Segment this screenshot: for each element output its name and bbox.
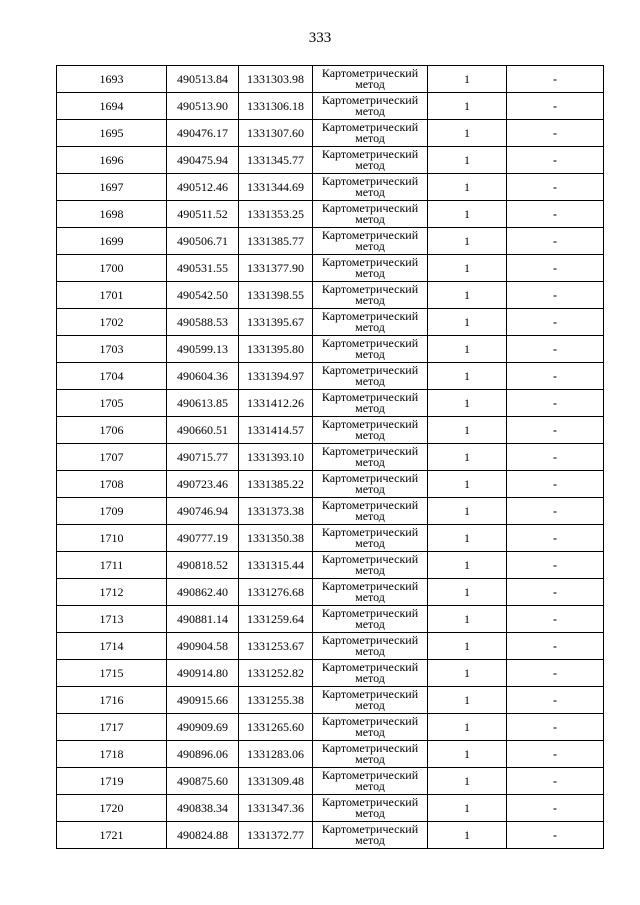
method-cell (313, 606, 428, 633)
table-row (57, 228, 604, 255)
point-number-cell: 1716 (57, 687, 167, 714)
method-line-2: метод (355, 349, 385, 360)
point-number-cell: 1706 (57, 417, 167, 444)
method-line-2: метод (355, 214, 385, 225)
note-cell: - (507, 336, 604, 363)
table-row (57, 255, 604, 282)
table-row (57, 174, 604, 201)
point-number-cell: 1701 (57, 282, 167, 309)
value-cell: 1 (428, 795, 507, 822)
method-line-1: Картометрический (321, 822, 419, 836)
method-line-1: Картометрический (321, 201, 419, 215)
method-line-1: Картометрический (321, 552, 419, 566)
x-coordinate-cell: 490896.06 (167, 741, 239, 768)
note-cell: - (507, 633, 604, 660)
note-cell: - (507, 795, 604, 822)
value-cell: 1 (428, 309, 507, 336)
point-number-cell: 1710 (57, 525, 167, 552)
x-coordinate-cell: 490513.90 (167, 93, 239, 120)
value-cell: 1 (428, 255, 507, 282)
point-number-cell: 1705 (57, 390, 167, 417)
table-row (57, 768, 604, 795)
x-coordinate-cell: 490824.88 (167, 822, 239, 849)
method-line-2: метод (355, 187, 385, 198)
method-line-1: Картометрический (321, 93, 419, 107)
value-cell: 1 (428, 228, 507, 255)
method-cell (313, 768, 428, 795)
method-line-2: метод (355, 133, 385, 144)
method-line-1: Картометрический (321, 363, 419, 377)
method-line-2: метод (355, 754, 385, 765)
x-coordinate-cell: 490838.34 (167, 795, 239, 822)
point-number-cell: 1720 (57, 795, 167, 822)
point-number-cell: 1694 (57, 93, 167, 120)
point-number-cell: 1696 (57, 147, 167, 174)
method-cell (313, 255, 428, 282)
point-number-cell: 1702 (57, 309, 167, 336)
table-row (57, 66, 604, 93)
method-line-2: метод (355, 484, 385, 495)
x-coordinate-cell: 490915.66 (167, 687, 239, 714)
point-number-cell: 1693 (57, 66, 167, 93)
method-cell (313, 687, 428, 714)
method-line-1: Картометрический (321, 174, 419, 188)
note-cell: - (507, 309, 604, 336)
value-cell: 1 (428, 417, 507, 444)
note-cell: - (507, 660, 604, 687)
x-coordinate-cell: 490588.53 (167, 309, 239, 336)
method-cell (313, 282, 428, 309)
y-coordinate-cell: 1331252.82 (239, 660, 313, 687)
y-coordinate-cell: 1331395.80 (239, 336, 313, 363)
table-row (57, 93, 604, 120)
method-line-2: метод (355, 457, 385, 468)
method-line-2: метод (355, 781, 385, 792)
method-line-1: Картометрический (321, 147, 419, 161)
x-coordinate-cell: 490914.80 (167, 660, 239, 687)
point-number-cell: 1700 (57, 255, 167, 282)
y-coordinate-cell: 1331259.64 (239, 606, 313, 633)
point-number-cell: 1717 (57, 714, 167, 741)
y-coordinate-cell: 1331353.25 (239, 201, 313, 228)
method-cell (313, 579, 428, 606)
method-line-2: метод (355, 646, 385, 657)
note-cell: - (507, 525, 604, 552)
y-coordinate-cell: 1331377.90 (239, 255, 313, 282)
value-cell: 1 (428, 282, 507, 309)
value-cell: 1 (428, 336, 507, 363)
x-coordinate-cell: 490723.46 (167, 471, 239, 498)
method-cell (313, 147, 428, 174)
y-coordinate-cell: 1331385.22 (239, 471, 313, 498)
y-coordinate-cell: 1331394.97 (239, 363, 313, 390)
method-cell (313, 201, 428, 228)
method-line-2: метод (355, 538, 385, 549)
point-number-cell: 1699 (57, 228, 167, 255)
table-row (57, 147, 604, 174)
point-number-cell: 1719 (57, 768, 167, 795)
x-coordinate-cell: 490599.13 (167, 336, 239, 363)
method-cell (313, 741, 428, 768)
method-cell (313, 66, 428, 93)
method-line-1: Картометрический (321, 444, 419, 458)
note-cell: - (507, 687, 604, 714)
x-coordinate-cell: 490511.52 (167, 201, 239, 228)
note-cell: - (507, 174, 604, 201)
table-row (57, 363, 604, 390)
value-cell: 1 (428, 660, 507, 687)
y-coordinate-cell: 1331303.98 (239, 66, 313, 93)
x-coordinate-cell: 490777.19 (167, 525, 239, 552)
coordinates-table-body (57, 66, 604, 849)
table-row (57, 471, 604, 498)
value-cell: 1 (428, 201, 507, 228)
method-cell (313, 363, 428, 390)
method-line-1: Картометрический (321, 633, 419, 647)
value-cell: 1 (428, 444, 507, 471)
y-coordinate-cell: 1331253.67 (239, 633, 313, 660)
y-coordinate-cell: 1331414.57 (239, 417, 313, 444)
y-coordinate-cell: 1331395.67 (239, 309, 313, 336)
y-coordinate-cell: 1331283.06 (239, 741, 313, 768)
point-number-cell: 1704 (57, 363, 167, 390)
table-row (57, 444, 604, 471)
x-coordinate-cell: 490475.94 (167, 147, 239, 174)
method-cell (313, 525, 428, 552)
method-cell (313, 228, 428, 255)
x-coordinate-cell: 490660.51 (167, 417, 239, 444)
table-row (57, 282, 604, 309)
note-cell: - (507, 714, 604, 741)
method-line-2: метод (355, 511, 385, 522)
point-number-cell: 1707 (57, 444, 167, 471)
value-cell: 1 (428, 66, 507, 93)
table-row (57, 498, 604, 525)
x-coordinate-cell: 490909.69 (167, 714, 239, 741)
table-row (57, 660, 604, 687)
method-line-2: метод (355, 565, 385, 576)
table-row (57, 390, 604, 417)
note-cell: - (507, 120, 604, 147)
method-line-2: метод (355, 835, 385, 846)
y-coordinate-cell: 1331347.36 (239, 795, 313, 822)
value-cell: 1 (428, 120, 507, 147)
value-cell: 1 (428, 768, 507, 795)
method-line-1: Картометрический (321, 660, 419, 674)
note-cell: - (507, 363, 604, 390)
method-line-1: Картометрический (321, 282, 419, 296)
method-cell (313, 660, 428, 687)
method-cell (313, 471, 428, 498)
point-number-cell: 1718 (57, 741, 167, 768)
point-number-cell: 1721 (57, 822, 167, 849)
method-line-2: метод (355, 673, 385, 684)
table-row (57, 309, 604, 336)
method-cell (313, 309, 428, 336)
method-line-1: Картометрический (321, 309, 419, 323)
method-line-2: метод (355, 430, 385, 441)
table-row (57, 579, 604, 606)
method-line-1: Картометрический (321, 768, 419, 782)
x-coordinate-cell: 490904.58 (167, 633, 239, 660)
note-cell: - (507, 255, 604, 282)
table-row (57, 606, 604, 633)
y-coordinate-cell: 1331265.60 (239, 714, 313, 741)
method-line-2: метод (355, 376, 385, 387)
method-line-2: метод (355, 619, 385, 630)
x-coordinate-cell: 490476.17 (167, 120, 239, 147)
table-row (57, 417, 604, 444)
method-cell (313, 714, 428, 741)
method-line-1: Картометрический (321, 687, 419, 701)
value-cell: 1 (428, 174, 507, 201)
value-cell: 1 (428, 390, 507, 417)
y-coordinate-cell: 1331398.55 (239, 282, 313, 309)
x-coordinate-cell: 490531.55 (167, 255, 239, 282)
method-line-2: метод (355, 808, 385, 819)
method-line-2: метод (355, 727, 385, 738)
note-cell: - (507, 768, 604, 795)
x-coordinate-cell: 490818.52 (167, 552, 239, 579)
method-line-1: Картометрический (321, 471, 419, 485)
table-row (57, 633, 604, 660)
y-coordinate-cell: 1331307.60 (239, 120, 313, 147)
x-coordinate-cell: 490506.71 (167, 228, 239, 255)
point-number-cell: 1714 (57, 633, 167, 660)
method-line-2: метод (355, 241, 385, 252)
x-coordinate-cell: 490613.85 (167, 390, 239, 417)
point-number-cell: 1713 (57, 606, 167, 633)
point-number-cell: 1695 (57, 120, 167, 147)
y-coordinate-cell: 1331276.68 (239, 579, 313, 606)
y-coordinate-cell: 1331306.18 (239, 93, 313, 120)
note-cell: - (507, 444, 604, 471)
note-cell: - (507, 93, 604, 120)
y-coordinate-cell: 1331309.48 (239, 768, 313, 795)
value-cell: 1 (428, 687, 507, 714)
method-cell (313, 444, 428, 471)
method-cell (313, 336, 428, 363)
method-cell (313, 417, 428, 444)
method-line-2: метод (355, 268, 385, 279)
method-line-1: Картометрический (321, 606, 419, 620)
value-cell: 1 (428, 552, 507, 579)
x-coordinate-cell: 490746.94 (167, 498, 239, 525)
method-line-1: Картометрический (321, 66, 419, 80)
x-coordinate-cell: 490862.40 (167, 579, 239, 606)
y-coordinate-cell: 1331345.77 (239, 147, 313, 174)
note-cell: - (507, 201, 604, 228)
note-cell: - (507, 498, 604, 525)
method-line-1: Картометрический (321, 390, 419, 404)
point-number-cell: 1712 (57, 579, 167, 606)
value-cell: 1 (428, 741, 507, 768)
x-coordinate-cell: 490542.50 (167, 282, 239, 309)
y-coordinate-cell: 1331393.10 (239, 444, 313, 471)
method-line-2: метод (355, 160, 385, 171)
value-cell: 1 (428, 633, 507, 660)
method-line-1: Картометрический (321, 525, 419, 539)
table-row (57, 714, 604, 741)
value-cell: 1 (428, 471, 507, 498)
table-row (57, 201, 604, 228)
method-line-1: Картометрический (321, 120, 419, 134)
value-cell: 1 (428, 525, 507, 552)
method-line-1: Картометрический (321, 741, 419, 755)
note-cell: - (507, 390, 604, 417)
note-cell: - (507, 228, 604, 255)
method-line-1: Картометрический (321, 336, 419, 350)
table-row (57, 120, 604, 147)
method-line-1: Картометрический (321, 498, 419, 512)
y-coordinate-cell: 1331255.38 (239, 687, 313, 714)
value-cell: 1 (428, 822, 507, 849)
y-coordinate-cell: 1331350.38 (239, 525, 313, 552)
method-cell (313, 93, 428, 120)
table-row (57, 822, 604, 849)
point-number-cell: 1711 (57, 552, 167, 579)
y-coordinate-cell: 1331315.44 (239, 552, 313, 579)
method-cell (313, 174, 428, 201)
x-coordinate-cell: 490513.84 (167, 66, 239, 93)
y-coordinate-cell: 1331412.26 (239, 390, 313, 417)
x-coordinate-cell: 490875.60 (167, 768, 239, 795)
x-coordinate-cell: 490512.46 (167, 174, 239, 201)
point-number-cell: 1698 (57, 201, 167, 228)
y-coordinate-cell: 1331373.38 (239, 498, 313, 525)
note-cell: - (507, 822, 604, 849)
method-line-2: метод (355, 403, 385, 414)
method-cell (313, 822, 428, 849)
note-cell: - (507, 66, 604, 93)
method-cell (313, 390, 428, 417)
y-coordinate-cell: 1331372.77 (239, 822, 313, 849)
method-cell (313, 633, 428, 660)
method-line-2: метод (355, 322, 385, 333)
y-coordinate-cell: 1331385.77 (239, 228, 313, 255)
method-line-1: Картометрический (321, 228, 419, 242)
point-number-cell: 1697 (57, 174, 167, 201)
coordinates-table (56, 65, 604, 849)
method-cell (313, 120, 428, 147)
note-cell: - (507, 471, 604, 498)
point-number-cell: 1715 (57, 660, 167, 687)
method-line-2: метод (355, 106, 385, 117)
table-row (57, 525, 604, 552)
value-cell: 1 (428, 93, 507, 120)
method-line-1: Картометрический (321, 714, 419, 728)
value-cell: 1 (428, 363, 507, 390)
x-coordinate-cell: 490881.14 (167, 606, 239, 633)
table-row (57, 687, 604, 714)
method-line-2: метод (355, 79, 385, 90)
point-number-cell: 1708 (57, 471, 167, 498)
page-number: 333 (308, 30, 332, 46)
note-cell: - (507, 147, 604, 174)
method-cell (313, 795, 428, 822)
method-line-1: Картометрический (321, 417, 419, 431)
x-coordinate-cell: 490604.36 (167, 363, 239, 390)
value-cell: 1 (428, 606, 507, 633)
method-line-1: Картометрический (321, 795, 419, 809)
note-cell: - (507, 417, 604, 444)
point-number-cell: 1709 (57, 498, 167, 525)
y-coordinate-cell: 1331344.69 (239, 174, 313, 201)
method-line-1: Картометрический (321, 579, 419, 593)
note-cell: - (507, 606, 604, 633)
method-line-2: метод (355, 700, 385, 711)
method-line-2: метод (355, 295, 385, 306)
table-row (57, 552, 604, 579)
method-line-2: метод (355, 592, 385, 603)
note-cell: - (507, 741, 604, 768)
table-row (57, 336, 604, 363)
method-line-1: Картометрический (321, 255, 419, 269)
method-cell (313, 498, 428, 525)
value-cell: 1 (428, 147, 507, 174)
x-coordinate-cell: 490715.77 (167, 444, 239, 471)
value-cell: 1 (428, 714, 507, 741)
value-cell: 1 (428, 579, 507, 606)
note-cell: - (507, 579, 604, 606)
table-row (57, 795, 604, 822)
value-cell: 1 (428, 498, 507, 525)
point-number-cell: 1703 (57, 336, 167, 363)
method-cell (313, 552, 428, 579)
table-row (57, 741, 604, 768)
note-cell: - (507, 552, 604, 579)
note-cell: - (507, 282, 604, 309)
